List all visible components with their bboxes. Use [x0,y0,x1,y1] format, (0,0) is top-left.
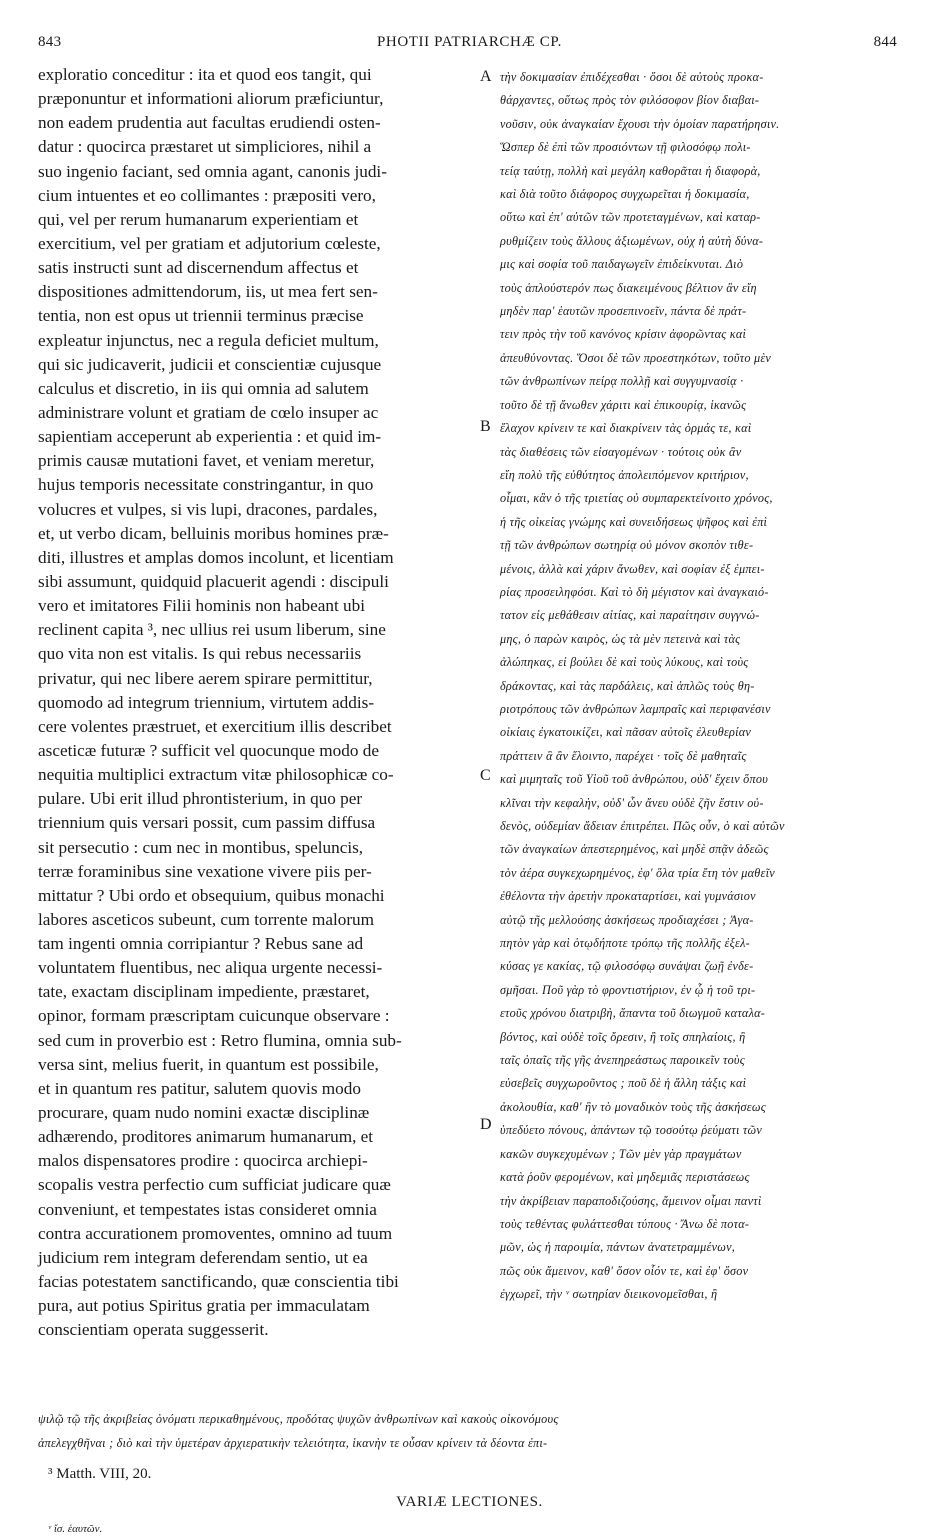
latin-text-line: contra accurationem promoventes, omnino ad tuum [38,1223,393,1243]
latin-text-line: præponuntur et informationi aliorum præficiuntur, [38,89,384,109]
greek-text-line: ρυθμίζειν τοὺς ἄλλους ἀξιωμένων, οὐχ ἡ αὐτὴ δύνα- [500,233,764,248]
greek-text-line: τοῦτο δὲ τῇ ἄνωθεν χάριτι καὶ ἐπικουρίᾳ, ἱκανῶς [500,397,747,412]
latin-text-line: expleatur injunctus, nec a regula deficiet multum, [38,330,379,350]
latin-text-line: et in quantum res patitur, salutem quovis modo [38,1078,361,1098]
latin-text-line: conveniunt, et tempestates istas consideret omnia [38,1199,377,1219]
greek-text-line: ἔλαχον κρίνειν τε καὶ διακρίνειν τὰς ὁρμάς τε, καὶ [500,421,752,436]
latin-text-line: quomodo ad integrum triennium, virtutem addis- [38,692,375,712]
latin-text-line: datur : quocirca præstaret ut simpliciores, nihil a [38,137,372,157]
greek-text-line: μηδὲν παρ' ἑαυτῶν προσεπινοεῖν, πάντα δὲ πράτ- [500,304,747,319]
greek-text-line: θάρχαντες, οὕτως πρὸς τὸν φιλόσοφον βίον διαβαι- [500,93,760,108]
latin-text-line: non eadem prudentia aut facultas erudiendi osten- [38,113,381,133]
latin-text-line: volucres et vulpes, si vis lupi, dracones, pardales, [38,499,378,519]
greek-text-line: πράττειν ἃ ἂν ἕλοιντο, παρέχει · τοῖς δὲ μαθηταῖς [500,748,747,763]
greek-text-line: τῶν ἀνθρωπίνων πείρᾳ πολλῇ καὶ συγγυμνασίᾳ · [500,374,744,389]
latin-text-line: satis instructi sunt ad discernendum affectus et [38,258,359,278]
latin-text-line: et, ut verbo dicam, belluinis moribus homines præ- [38,523,389,543]
greek-text-line: κύσας γε κακίας, τῷ φιλοσόφῳ συνάψαι ζωῇ ἐνδε- [500,959,754,974]
greek-text-line: κατὰ ῥοῦν φερομένων, καὶ μηδεμιᾶς περιστάσεως [500,1170,750,1185]
greek-text-line: τοὺς ἁπλούστερόν πως διακειμένους βέλτιον ἂν εἴη [500,280,757,295]
latin-text-line: opinor, formam præscriptam cuicunque observare : [38,1006,390,1026]
greek-text-line: οἰκίαις ἐγκατοικίζει, καὶ πᾶσαν αὐτοῖς ἐλευθερίαν [500,725,752,740]
greek-text-line: πητὸν γὰρ καὶ ὁτῳδήποτε τρόπῳ τῆς πολλῆς ἐξελ- [500,936,750,951]
latin-text-line: diti, illustres et amplas domos incolunt, et licentiam [38,547,394,567]
greek-text-line: τειν πρὸς τὴν τοῦ κανόνος κρίσιν ἀφορῶντας καὶ [500,327,747,342]
greek-text-line: κλῖναι τὴν κεφαλὴν, οὐδ' ὧν ἄνευ οὐδὲ ζῆν ἔστιν οὐ- [500,795,764,810]
greek-text-line: τοὺς τεθέντας φυλάττεσθαι τύπους · Ἄνω δὲ ποτα- [500,1216,750,1231]
latin-text-line: privatur, qui nec libere aerem spirare permittitur, [38,668,373,688]
greek-text-line: ψιλῷ τῷ τῆς ἀκριβείας ὀνόματι περικαθημένους, προδότας ψυχῶν ἀνθρωπίνων καὶ κακοὺς οἰκονόμους [38,1412,559,1426]
margin-letter-a: A [480,68,492,85]
greek-continuation [38,1408,918,1455]
column-number-left: 843 [38,34,62,50]
latin-text-line: quo vita non est vitalis. Is qui rebus necessariis [38,644,362,664]
greek-text-line: ἀλώπηκας, εἰ βούλει δὲ καὶ τοὺς λύκους, καὶ τοὺς [500,655,749,670]
margin-letter-c: C [480,767,491,784]
latin-text-line: malos dispensatores prodire : quocirca archiepi- [38,1151,368,1171]
latin-text-line: cium intuentes et eo collimantes : præpositi vero, [38,185,376,205]
latin-column [38,63,480,1342]
variae-lectiones-heading: VARIÆ LECTIONES. [396,1494,543,1510]
greek-text-line: αὐτῷ τῆς μελλούσης ἀσκήσεως προδιαχέσει ; Ἀγα- [500,912,754,927]
greek-text-line: Ὥσπερ δὲ ἐπὶ τῶν προσιόντων τῇ φιλοσόφῳ πολι- [500,140,751,155]
margin-letter-b: B [480,418,491,435]
latin-text-line: primis causæ mutationi favet, et veniam meretur, [38,451,375,471]
greek-text-line: τῶν ἀναγκαίων ἀπεστερημένος, καὶ μηδὲ σπᾷν ἀδεῶς [500,842,769,857]
latin-text-line: triennium quis versari possit, cum passim diffusa [38,813,376,833]
greek-text-line: τὴν δοκιμασίαν ἐπιδέχεσθαι · ὅσοι δὲ αὐτοὺς προκα- [500,70,764,84]
latin-text-line: judicium rem integram deferendam sentio, ut ea [38,1247,368,1267]
greek-text-line: ἀκολουθία, καθ' ἣν τὸ μοναδικὸν τοὺς τῆς ἀσκήσεως [500,1099,766,1114]
latin-text-line: tate, exactam disciplinam impediente, præstaret, [38,982,370,1002]
latin-text-line: sit persecutio : cum nec in montibus, speluncis, [38,837,364,857]
greek-text-line: τὴν ἀκρίβειαν παραποδιζούσης, ἄμεινον οἶμαι παντὶ [500,1193,762,1208]
greek-text-line: ταῖς ὀπαῖς τῆς γῆς ἀνεπηρεάστως παροικεῖν τοὺς [500,1053,745,1068]
latin-text-line: terræ foraminibus sine vexatione vivere piis per- [38,861,372,881]
latin-text-line: sibi assumunt, quidquid placuerit agendi : discipuli [38,571,389,591]
latin-text-line: adhærendo, proditores animarum humanarum, et [38,1127,374,1147]
greek-text-line: οὕτω καὶ ἐπ' αὐτῶν τῶν προτεταγμένων, καὶ καταρ- [500,210,761,225]
greek-text-line: ἐγχωρεῖ, τὴν ᵛ σωτηρίαν διεικονομεῖσθαι, ἢ [500,1287,718,1302]
footnote: ³ Matth. VIII, 20. [48,1466,152,1482]
greek-text-line: ἀπευθύνοντας. Ὅσοι δὲ τῶν προεστηκότων, τοῦτο μὲν [500,350,772,365]
greek-text-line: ετοῦς χρόνου διατριβὴ, ἅπαντα τοῦ διωγμοῦ καταλα- [500,1006,766,1021]
latin-text-line: versa sint, melius fuerit, in quantum est possibile, [38,1054,379,1074]
latin-text-line: reclinent capita ³, nec ullius rei usum liberum, sine [38,620,386,640]
greek-text-line: μένοις, ἀλλὰ καὶ χάριν ἄνωθεν, καὶ σοφίαν ἐξ ἐμπει- [500,561,765,576]
greek-text-line: τείᾳ ταύτῃ, πολλὴ καὶ μεγάλη καθορᾶται ἡ διαφορὰ, [500,163,761,178]
greek-text-line: σμῆσαι. Ποῦ γὰρ τὸ φροντιστήριον, ἐν ᾧ ἡ τοῦ τρι- [500,982,756,997]
latin-text-line: voluntatem fluentibus, nec aliqua urgente necessi- [38,958,383,978]
greek-text-line: κακῶν συγκεχυμένων ; Τῶν μὲν γὰρ πραγμάτων [500,1146,742,1161]
latin-text-line: asceticæ futuræ ? sufficit vel quocunque modo de [38,740,379,760]
latin-text-line: pulare. Ubi erit illud phrontisterium, in quo per [38,789,363,809]
latin-text-line: hujus temporis necessitate constringantur, in quo [38,475,374,495]
latin-text-line: scopalis vestra perfectio cum sufficiat judicare quæ [38,1175,391,1195]
greek-text-line: εὐσεβεῖς συγχωροῦντος ; ποῦ δὲ ἡ ἄλλη τάξις καὶ [500,1076,747,1091]
running-title: PHOTII PATRIARCHÆ CP. [376,34,562,50]
greek-text-line: δενὸς, οὐδεμίαν ἄδειαν ἐπιτρέπει. Πῶς οὖν, ὁ καὶ αὐτῶν [500,819,785,833]
variant-reading: ᵛ ἴσ. ἑαυτῶν. [48,1523,103,1535]
latin-text-line: conscientiam operata suggesserit. [38,1320,269,1340]
greek-text-line: μῶν, ὡς ἡ παροιμία, πάντων ἀνατετραμμένων, [500,1240,736,1255]
latin-text-line: dispositiones admittendorum, iis, ut mea fert sen- [38,282,378,302]
greek-text-line: πῶς οὐκ ἄμεινον, καθ' ὅσον οἷόν τε, καὶ ἐφ' ὅσον [500,1263,749,1278]
latin-text-line: administrare volunt et gratiam de cœlo insuper ac [38,402,379,422]
greek-text-line: εἴη πολὺ τῆς εὐθύτητος ἀπολειπόμενον κριτήριον, [500,467,749,482]
greek-text-line: βόντος, καὶ οὐδὲ τοῖς ὄρεσιν, ἢ τοῖς σπηλαίοις, ἢ [500,1029,746,1044]
margin-letter-d: D [480,1116,492,1133]
latin-text-line: tentia, non est opus ut triennii terminus præcise [38,306,364,326]
greek-text-line: ἐθέλοντα τὴν ἀρετὴν προκαταρτίσει, καὶ γυμνάσιον [500,889,756,904]
greek-column [500,66,900,1307]
greek-text-line: καὶ διὰ τοῦτο διάφορος συγχωρεῖται ἡ δοκιμασία, [500,187,750,202]
greek-text-line: μις καὶ σοφία τοῦ παιδαγωγεῖν ἐπιδείκνυται. Διὸ [500,257,744,272]
latin-text-line: suo ingenio faciant, sed omnia agant, canonis judi- [38,161,387,181]
greek-text-line: ἡ τῆς οἰκείας γνώμης καὶ συνειδήσεως ψῆφος καὶ ἐπὶ [500,514,768,529]
latin-text-line: exercitium, vel per gratiam et adjutorium cœleste, [38,233,381,253]
latin-text-line: labores asceticos subeunt, cum torrente malorum [38,909,375,929]
greek-text-line: δράκοντας, καὶ τὰς παρδάλεις, καὶ ἁπλῶς τοὺς θη- [500,678,755,693]
latin-text-line: pura, aut potius Spiritus gratia per immaculatam [38,1296,370,1316]
latin-text-line: vero et imitatores Filii hominis non habeant ubi [38,596,365,616]
greek-text-line: νοῦσιν, οὐκ ἀναγκαίαν ἔχουσι τὴν ὁμοίαν παρατήρησιν. [500,116,780,131]
greek-text-line: τὸν ἀέρα συγκεχωρημένος, ἐφ' ὅλα τρία ἔτη τὸν μαθεῖν [500,865,775,880]
latin-text-line: mittatur ? Ubi ordo et obsequium, quibus monachi [38,885,385,905]
greek-text-line: καὶ μιμηταῖς τοῦ Υἱοῦ τοῦ ἀνθρώπου, οὐδ' ἔχειν ὅπου [500,772,769,787]
greek-text-line: τατον εἰς μεθάθεσιν αἰτίας, καὶ παραίτησιν συγγνώ- [500,608,760,623]
greek-text-line: ἀπελεγχθῆναι ; διὸ καὶ τὴν ὑμετέραν ἀρχιερατικὴν τελειότητα, ἱκανὴν τε οὖσαν κρίνειν τὰ δέοντα ἐπι- [38,1435,548,1450]
latin-text-line: procurare, quam nudo nomini exactæ disciplinæ [38,1103,370,1123]
latin-text-line: qui sic judicaverit, judicii et conscientiæ cujusque [38,354,382,374]
column-number-right: 844 [873,34,897,50]
greek-text-line: ὑπεδύετο πόνους, ἁπάντων τῷ τοσούτῳ ῥεύματι τῶν [500,1123,762,1138]
latin-text-line: qui, vel per rerum humanarum experientiam et [38,209,359,229]
latin-text-line: tam ingenti omnia corripiantur ? Rebus sane ad [38,934,364,954]
latin-text-line: facias potestatem sanctificando, quæ conscientia tibi [38,1272,399,1292]
latin-text-line: exploratio conceditur : ita et quod eos tangit, qui [38,65,372,84]
greek-text-line: ρίας προσειληφόσι. Καὶ τὸ δὴ μέγιστον καὶ ἀναγκαιό- [500,584,769,599]
greek-text-line: τὰς διαθέσεις τῶν εἰσαγομένων · τούτοις οὐκ ἂν [500,444,742,459]
latin-text-line: calculus et discretio, in iis qui omnia ad salutem [38,378,369,398]
greek-text-line: ριοτρόπους τῶν ἀνθρώπων λαμπραῖς καὶ περιφανέσιν [500,701,771,716]
latin-text-line: sed cum in proverbio est : Retro flumina, omnia sub- [38,1030,402,1050]
greek-text-line: μης, ὁ παρὼν καιρὸς, ὡς τὰ μὲν πετεινὰ καὶ τὰς [500,631,741,646]
latin-text-line: sapientiam acceperunt ab experientia : et quid im- [38,427,382,447]
greek-text-line: οἶμαι, κἂν ὁ τῆς τριετίας οὐ συμπαρεκτείνοιτο χρόνος, [500,491,773,506]
latin-text-line: cere volentes præstruet, et exercitium illis describet [38,716,392,736]
latin-text-line: nequitia multiplici extractum vitæ philosophicæ co- [38,765,394,785]
greek-text-line: τῇ τῶν ἀνθρώπων σωτηρίᾳ οὐ μόνον σκοπὸν τιθε- [500,538,754,553]
